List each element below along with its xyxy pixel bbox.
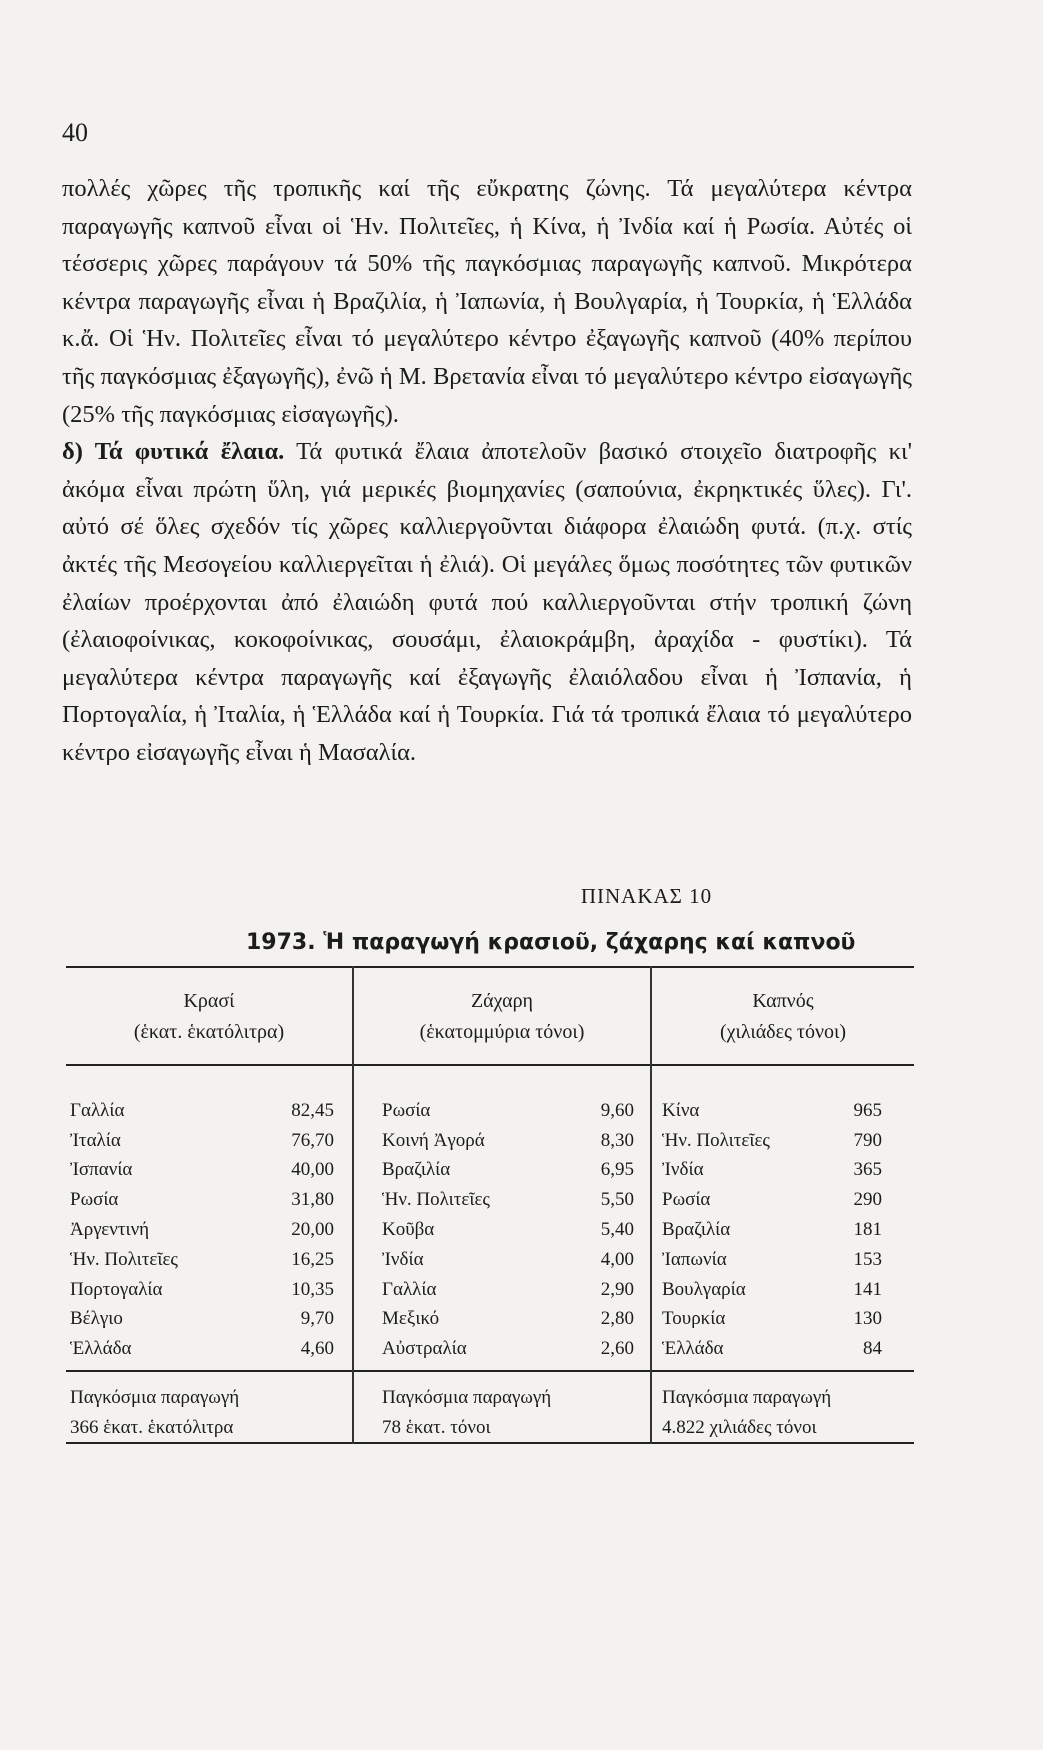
production-value: 5,50 — [600, 1189, 634, 1211]
country-name: Ἰαπωνία — [662, 1248, 727, 1270]
tobacco-header: Καπνός (χιλιάδες τόνοι) — [719, 990, 847, 1043]
country-name: Ἰσπανία — [70, 1159, 133, 1181]
table-row — [70, 1152, 334, 1182]
wine-footer: Παγκόσμια παραγωγή 366 ἑκατ. ἑκατόλιτρα — [70, 1387, 240, 1438]
table-row — [382, 1211, 634, 1241]
country-name: Κοινή Ἀγορά — [382, 1129, 485, 1151]
table-header-rule — [66, 1064, 914, 1066]
country-name: Βέλγιο — [70, 1308, 123, 1330]
section-heading: δ) Τά φυτικά ἔλαια. — [62, 438, 285, 466]
table-row — [662, 1330, 882, 1360]
production-value: 9,70 — [300, 1308, 334, 1330]
production-value: 141 — [853, 1278, 882, 1300]
table-row — [382, 1330, 634, 1360]
table-row — [662, 1092, 882, 1122]
production-value: 8,30 — [600, 1129, 634, 1151]
table-row — [662, 1211, 882, 1241]
table-row — [662, 1181, 882, 1211]
table-row — [382, 1241, 634, 1271]
country-name: Ἡν. Πολιτεῖες — [382, 1189, 490, 1211]
production-value: 40,00 — [291, 1159, 334, 1181]
country-name: Βουλγαρία — [662, 1278, 746, 1300]
table-row — [70, 1181, 334, 1211]
production-value: 365 — [853, 1159, 882, 1181]
country-name: Ἰνδία — [662, 1159, 704, 1181]
production-value: 4,60 — [300, 1338, 334, 1360]
production-value: 130 — [853, 1308, 882, 1330]
country-name: Κίνα — [662, 1099, 700, 1121]
table-top-rule — [66, 966, 914, 968]
production-value: 4,00 — [600, 1248, 634, 1270]
country-name: Ἀργεντινή — [70, 1218, 150, 1240]
production-value: 790 — [853, 1129, 882, 1151]
country-name: Τουρκία — [662, 1308, 726, 1330]
country-name: Ἰταλία — [70, 1129, 121, 1151]
table-row — [70, 1122, 334, 1152]
table-row — [382, 1181, 634, 1211]
production-value: 84 — [863, 1338, 882, 1360]
table-row — [662, 1122, 882, 1152]
country-name: Ρωσία — [382, 1099, 431, 1121]
production-value: 2,60 — [600, 1338, 634, 1360]
table-row — [662, 1301, 882, 1331]
production-table — [66, 966, 914, 1750]
tobacco-footer: Παγκόσμια παραγωγή 4.822 χιλιάδες τόνοι — [662, 1387, 832, 1438]
table-row — [382, 1122, 634, 1152]
country-name: Γαλλία — [382, 1278, 437, 1300]
wine-header: Κρασί (ἑκατ. ἑκατόλιτρα) — [133, 990, 285, 1043]
production-value: 76,70 — [291, 1129, 334, 1151]
body-text — [62, 170, 912, 772]
country-name: Κοῦβα — [382, 1218, 435, 1240]
table-row — [662, 1241, 882, 1271]
country-name: Ρωσία — [662, 1189, 711, 1211]
tobacco-rows — [662, 1092, 882, 1360]
country-name: Μεξικό — [382, 1308, 440, 1330]
table-body-rule — [66, 1370, 914, 1372]
page-number: 40 — [62, 118, 88, 147]
table-row — [382, 1092, 634, 1122]
production-value: 2,80 — [600, 1308, 634, 1330]
country-name: Ἡν. Πολιτεῖες — [662, 1129, 770, 1151]
production-value: 290 — [853, 1189, 882, 1211]
production-value: 82,45 — [291, 1099, 334, 1121]
production-value: 9,60 — [600, 1099, 634, 1121]
production-value: 10,35 — [291, 1278, 334, 1300]
country-name: Βραζιλία — [382, 1159, 451, 1181]
country-name: Γαλλία — [70, 1099, 125, 1121]
table-row — [70, 1241, 334, 1271]
production-value: 965 — [853, 1099, 882, 1121]
paragraph-oils — [62, 433, 912, 771]
table-row — [662, 1152, 882, 1182]
production-value: 6,95 — [600, 1159, 634, 1181]
table-row — [70, 1092, 334, 1122]
country-name: Ἑλλάδα — [70, 1338, 132, 1360]
country-name: Αὐστραλία — [382, 1338, 467, 1360]
production-value: 31,80 — [291, 1189, 334, 1211]
table-caption: ΠΙΝΑΚΑΣ 10 — [580, 884, 713, 908]
paragraph-tobacco: πολλές χῶρες τῆς τροπικῆς καί τῆς εὔκρατης ζώνης. Τά μεγαλύτερα κέντρα παραγωγῆς καπνοῦ εἶναι οἱ Ἡν. Πολιτεῖες, ἡ Κίνα, ἡ Ἰνδία καί ἡ Ρωσία. Αὐτές οἱ τέσσερις χῶρες παράγουν τά 50% τῆς παγκόσμιας παραγωγῆς καπνοῦ. Μικρότερα κέντρα παραγωγῆς εἶναι ἡ Βραζιλία, ἡ Ἰαπωνία, ἡ Βουλγαρία, ἡ Τουρκία, ἡ Ἑλλάδα κ.ἄ. Οἱ Ἡν. Πολιτεῖες εἶναι τό μεγαλύτερο κέντρο ἐξαγωγῆς καπνοῦ (40% περίπου τῆς παγκόσμιας ἐξαγωγῆς), ἐνῶ ἡ Μ. Βρετανία εἶναι τό μεγαλύτερο κέντρο εἰσαγωγῆς (25% τῆς παγκόσμιας εἰσαγωγῆς). — [62, 175, 912, 428]
country-name: Ἡν. Πολιτεῖες — [70, 1248, 178, 1270]
production-value: 181 — [853, 1218, 882, 1240]
table-subtitle: 1973. Ἡ παραγωγή κρασιοῦ, ζάχαρης καί καπνοῦ — [246, 930, 856, 955]
production-value: 153 — [853, 1248, 882, 1270]
table-row — [70, 1301, 334, 1331]
table-row — [382, 1152, 634, 1182]
table-row — [382, 1271, 634, 1301]
table-row — [70, 1271, 334, 1301]
sugar-footer: Παγκόσμια παραγωγή 78 ἑκατ. τόνοι — [382, 1387, 552, 1438]
table-row — [70, 1330, 334, 1360]
country-name: Πορτογαλία — [70, 1278, 163, 1300]
production-value: 2,90 — [600, 1278, 634, 1300]
paragraph-oils-text: Τά φυτικά ἔλαια ἀποτελοῦν βασικό στοιχεῖο διατροφῆς κι' ἀκόμα εἶναι πρώτη ὕλη, γιά μερικές βιομηχανίες (σαπούνια, ἐκρηκτικές ὕλες). Γι'. αὐτό σέ ὅλες σχεδόν τίς χῶρες καλλιεργοῦνται διάφορα ἐλαιώδη φυτά. (π.χ. στίς ἀκτές τῆς Μεσογείου καλλιεργεῖται ἡ ἐλιά). Οἱ μεγάλες ὅμως ποσότητες τῶν φυτικῶν ἐλαίων προέρχονται ἀπό ἐλαιώδη φυτά πού καλλιεργοῦνται στήν τροπική ζώνη (ἐλαιοφοίνικας, κοκοφοίνικας, σουσάμι, ἐλαιοκράμβη, ἀραχίδα - φυστίκι). Τά μεγαλύτερα κέντρα παραγωγῆς καί ἐξαγωγῆς ἐλαιόλαδου εἶναι ἡ Ἰσπανία, ἡ Πορτογαλία, ἡ Ἰταλία, ἡ Ἑλλάδα καί ἡ Τουρκία. Γιά τά τροπικά ἔλαια τό μεγαλύτερο κέντρο εἰσαγωγῆς εἶναι ἡ Μασαλία. — [62, 438, 912, 766]
wine-rows — [70, 1092, 334, 1360]
table-row — [662, 1271, 882, 1301]
country-name: Ἰνδία — [382, 1248, 424, 1270]
country-name: Βραζιλία — [662, 1218, 731, 1240]
production-value: 5,40 — [600, 1218, 634, 1240]
table-row — [70, 1211, 334, 1241]
country-name: Ἑλλάδα — [662, 1338, 724, 1360]
sugar-rows — [382, 1092, 634, 1360]
sugar-header: Ζάχαρη (ἑκατομμύρια τόνοι) — [419, 990, 585, 1043]
production-value: 16,25 — [291, 1248, 334, 1270]
country-name: Ρωσία — [70, 1189, 119, 1211]
production-value: 20,00 — [291, 1218, 334, 1240]
table-row — [382, 1301, 634, 1331]
